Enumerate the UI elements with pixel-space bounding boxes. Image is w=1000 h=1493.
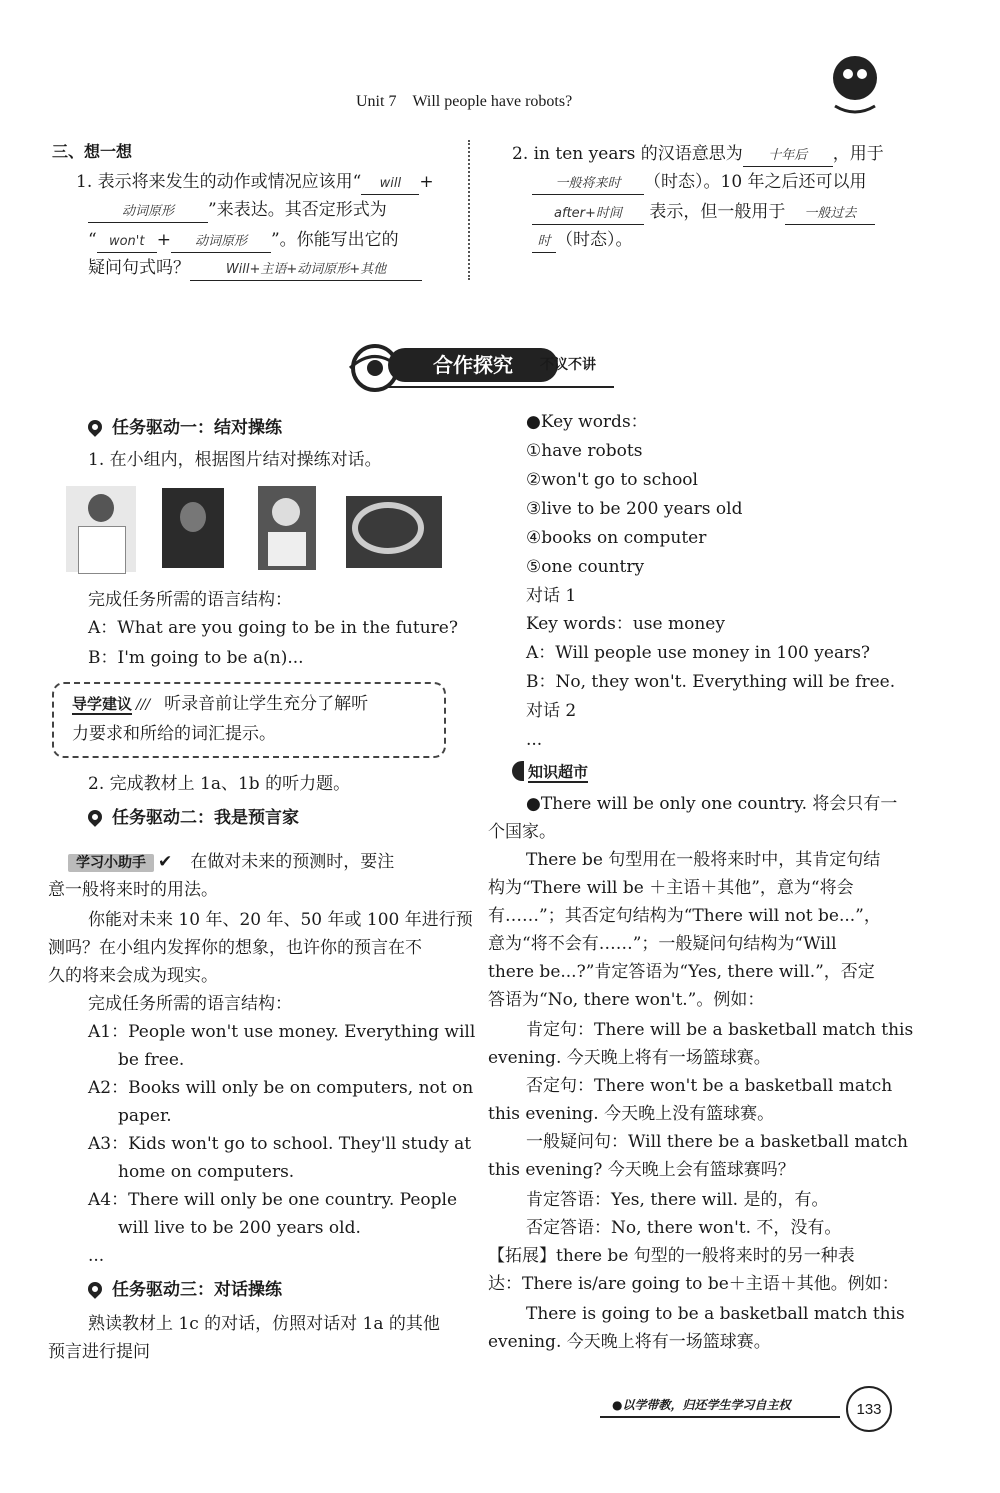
market-header	[512, 758, 588, 786]
helper-tag: 学习小助手	[68, 854, 154, 872]
dialog1-b: B：No, they won't. Everything will be free.	[526, 672, 896, 692]
section-title: 三、想一想	[52, 142, 133, 161]
k7: there be...?”肯定答语为“Yes, there will.”，否定	[488, 962, 875, 982]
q1-line1: 1. 表示将来发生的动作或情况应该用“ will +	[76, 168, 434, 196]
q2-line4: 时 （时态）。	[532, 226, 633, 254]
right-dots: ...	[526, 730, 543, 750]
k3: There be 句型用在一般将来时中，其肯定句结	[526, 850, 881, 870]
para1: 你能对未来 10 年、20 年、50 年或 100 年进行预	[88, 910, 473, 930]
footer-rule	[600, 1416, 840, 1418]
k2: 个国家。	[488, 822, 556, 842]
task3-line2: 预言进行提问	[48, 1342, 150, 1362]
dialog1-a: A：Will people use money in 100 years?	[526, 643, 871, 663]
q1-line4: 疑问句式吗？ Will+主语+动词原形+其他	[88, 254, 422, 282]
a3-line2: home on computers.	[118, 1162, 295, 1182]
kw-1: ①have robots	[526, 441, 643, 461]
worker-photo	[258, 486, 316, 570]
k8: 答语为“No, there won't.”。例如：	[488, 990, 765, 1010]
k9: 肯定句：There will be a basketball match this	[526, 1020, 914, 1040]
task2-title: 任务驱动二：我是预言家	[88, 804, 299, 832]
doctor-photo	[66, 486, 136, 572]
structure1: 完成任务所需的语言结构：	[88, 590, 292, 610]
q1-line2: 动词原形 ”来表达。其否定形式为	[88, 196, 387, 224]
dialog-b: B：I'm going to be a(n)...	[88, 648, 304, 668]
market-tag: 知识超市	[528, 763, 589, 781]
structure2: 完成任务所需的语言结构：	[88, 994, 292, 1014]
k16: 否定答语：No, there won't. 不，没有。	[526, 1218, 842, 1238]
left-dots: ...	[88, 1246, 105, 1266]
kw-5: ⑤one country	[526, 557, 645, 577]
task1-q2: 2. 完成教材上 1a、1b 的听力题。	[88, 774, 351, 794]
dialog-a: A：What are you going to be in the future?	[88, 618, 458, 638]
k11: 否定句：There won't be a basketball match	[526, 1076, 893, 1096]
para2: 测吗？在小组内发挥你的想象，也许你的预言在不	[48, 938, 422, 958]
q2-line1: 2. in ten years 的汉语意思为 十年后 ，用于	[512, 140, 884, 168]
k20: evening. 今天晚上将有一场篮球赛。	[488, 1332, 771, 1352]
para3: 久的将来会成为现实。	[48, 966, 218, 986]
kw-title: ●Key words：	[526, 412, 648, 432]
banner-underline	[388, 386, 614, 388]
footer-slogan: ●以学带教，归还学生学习自主权	[612, 1398, 791, 1412]
k18: 达：There is/are going to be＋主语＋其他。例如：	[488, 1274, 899, 1294]
a4-line1: A4：There will only be one country. People	[88, 1190, 458, 1210]
location-pin-icon	[85, 417, 105, 437]
tip-line2: 力要求和所给的词汇提示。	[72, 724, 276, 744]
k15: 肯定答语：Yes, there will. 是的，有。	[526, 1190, 829, 1210]
k1: ●There will be only one country. 将会只有一	[526, 794, 898, 814]
k4: 构为“There will be ＋主语＋其他”，意为“将会	[488, 878, 854, 898]
section-banner	[340, 340, 640, 396]
kw-4: ④books on computer	[526, 528, 707, 548]
dialog2-label: 对话 2	[526, 701, 577, 721]
teacher-photo	[162, 488, 224, 568]
helper-line1: 学习小助手 ✔ 在做对未来的预测时，要注	[68, 848, 394, 877]
k13: 一般疑问句：Will there be a basketball match	[526, 1132, 908, 1152]
q2-line3: after+时间 表示，但一般用于 一般过去	[532, 198, 875, 226]
pilot-photo	[346, 496, 442, 568]
unit-title: Unit 7 Will people have robots?	[356, 93, 573, 110]
location-pin-icon	[85, 1279, 105, 1299]
kw-3: ③live to be 200 years old	[526, 499, 743, 519]
moon-icon	[512, 761, 524, 781]
task1-q1: 1. 在小组内，根据图片结对操练对话。	[88, 450, 382, 470]
location-pin-icon	[85, 807, 105, 827]
a3-line1: A3：Kids won't go to school. They'll study at	[88, 1134, 472, 1154]
a1-line1: A1：People won't use money. Everything will	[88, 1022, 476, 1042]
k6: 意为“将不会有……”；一般疑问句结构为“Will	[488, 934, 837, 954]
k17: 【拓展】there be 句型的一般将来时的另一种表	[488, 1246, 855, 1266]
dialog1-label: 对话 1	[526, 586, 577, 606]
k12: this evening. 今天晚上没有篮球赛。	[488, 1104, 775, 1124]
tip-line1: 导学建议 /// 听录音前让学生充分了解听	[72, 694, 369, 714]
a2-line1: A2：Books will only be on computers, not on	[88, 1078, 474, 1098]
k14: this evening? 今天晚上会有篮球赛吗？	[488, 1160, 795, 1180]
q2-line2: 一般将来时 （时态）。10 年之后还可以用	[532, 168, 867, 196]
k5: 有……”；其否定句结构为“There will not be...”，	[488, 906, 881, 926]
helper-line2: 意一般将来时的用法。	[48, 880, 218, 900]
banner-subtitle: 不议不讲	[540, 357, 596, 373]
tip-tag: 导学建议	[72, 695, 133, 713]
banner-title: 合作探究	[388, 348, 558, 382]
dialog1-keywords: Key words：use money	[526, 614, 725, 634]
task3-title: 任务驱动三：对话操练	[88, 1276, 282, 1304]
a1-line2: be free.	[118, 1050, 185, 1070]
a2-line2: paper.	[118, 1106, 172, 1126]
k10: evening. 今天晚上将有一场篮球赛。	[488, 1048, 771, 1068]
k19: There is going to be a basketball match this	[526, 1304, 905, 1324]
kw-2: ②won't go to school	[526, 470, 698, 490]
mascot-icon	[820, 48, 890, 118]
column-divider	[468, 140, 470, 280]
task1-title: 任务驱动一：结对操练	[88, 414, 282, 442]
task3-line1: 熟读教材上 1c 的对话，仿照对话对 1a 的其他	[88, 1314, 440, 1334]
a4-line2: will live to be 200 years old.	[118, 1218, 361, 1238]
q1-line3: “ won't + 动词原形 ”。你能写出它的	[88, 226, 399, 254]
page-number: 133	[846, 1386, 892, 1432]
